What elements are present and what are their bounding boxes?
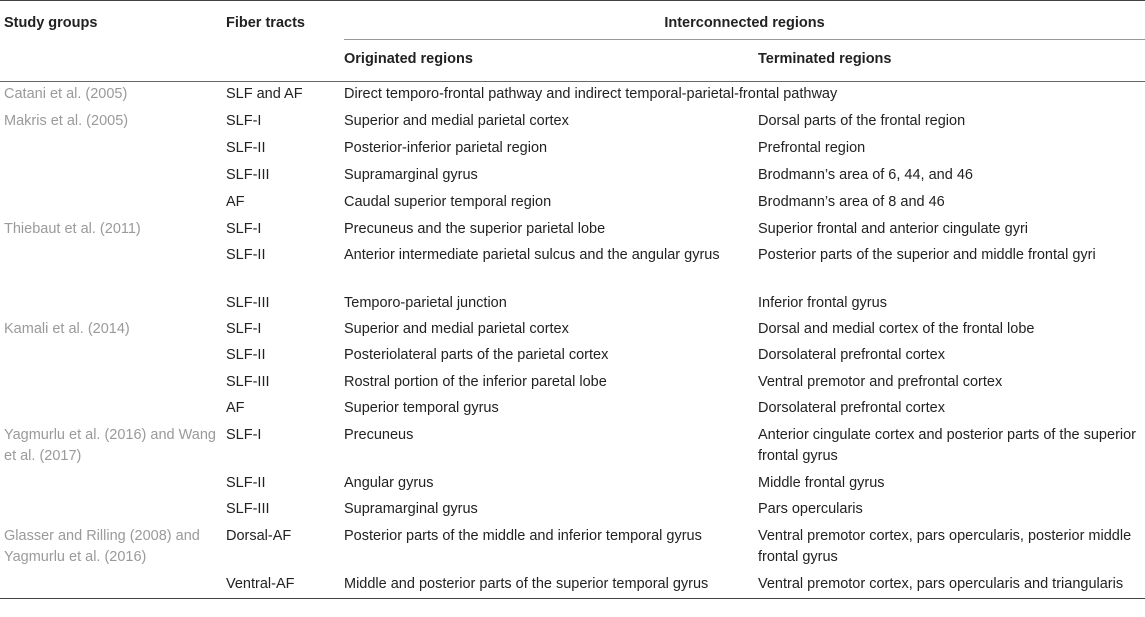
originated-region-cell: Posterior parts of the middle and inferior temporal gyrus: [344, 527, 702, 544]
study-group-cell: Thiebaut et al. (2011): [4, 220, 141, 237]
study-group-cell: [0, 291, 226, 317]
fiber-tract-cell: SLF-II: [226, 246, 266, 263]
terminated-region-cell: Inferior frontal gyrus: [758, 294, 887, 311]
table-row: [0, 317, 1145, 343]
study-group-cell: [0, 163, 226, 190]
fiber-tract-cell: SLF-II: [226, 346, 266, 363]
terminated-region-cell: Ventral premotor and prefrontal cortex: [758, 373, 1003, 390]
table-body: [0, 82, 1145, 599]
terminated-region-cell: Dorsal parts of the frontal region: [758, 112, 966, 129]
study-group-cell: [0, 370, 226, 396]
table-row: [0, 82, 1145, 109]
originated-region-cell: Supramarginal gyrus: [344, 166, 478, 183]
fiber-tract-cell: SLF-II: [226, 139, 266, 156]
terminated-region-cell: Dorsolateral prefrontal cortex: [758, 346, 945, 363]
header-originated: Originated regions: [344, 51, 473, 67]
fiber-tract-cell: AF: [226, 193, 245, 210]
terminated-region-cell: Anterior cingulate cortex and posterior parts of the superior frontal gyrus: [758, 426, 1137, 464]
study-group-cell: [0, 572, 226, 599]
table-row: [0, 524, 1145, 572]
study-group-cell: Kamali et al. (2014): [4, 320, 130, 337]
study-group-cell: Glasser and Rilling (2008) and Yagmurlu et al. (2016): [4, 527, 200, 565]
originated-region-cell: Posteriolateral parts of the parietal cortex: [344, 346, 609, 363]
header-row-1: [0, 1, 1145, 42]
header-fiber-tracts: Fiber tracts: [226, 15, 305, 31]
terminated-region-cell: Ventral premotor cortex, pars opercularis, posterior middle frontal gyrus: [758, 527, 1132, 565]
table-row: [0, 190, 1145, 217]
table-row: [0, 572, 1145, 599]
terminated-region-cell: Dorsolateral prefrontal cortex: [758, 399, 945, 416]
fiber-tract-cell: SLF-I: [226, 320, 262, 337]
table-row: [0, 343, 1145, 370]
table-row: [0, 423, 1145, 471]
study-group-cell: Makris et al. (2005): [4, 112, 129, 129]
fiber-tract-cell: Dorsal-AF: [226, 527, 292, 544]
table-row: [0, 243, 1145, 291]
originated-region-cell: Anterior intermediate parietal sulcus and the angular gyrus: [344, 246, 720, 263]
originated-region-cell: Superior and medial parietal cortex: [344, 320, 569, 337]
originated-region-cell: Posterior-inferior parietal region: [344, 139, 548, 156]
fiber-tract-cell: SLF-I: [226, 426, 262, 443]
terminated-region-cell: Pars opercularis: [758, 500, 863, 517]
study-group-cell: Yagmurlu et al. (2016) and Wang et al. (2017): [4, 426, 216, 464]
fiber-tract-cell: SLF-II: [226, 474, 266, 491]
originated-region-cell: Middle and posterior parts of the superior temporal gyrus: [344, 572, 758, 599]
table-row: [0, 291, 1145, 317]
table-row: [0, 497, 1145, 524]
fiber-tract-cell: SLF-I: [226, 220, 262, 237]
fiber-tract-cell: Ventral-AF: [226, 572, 344, 599]
study-group-cell: [0, 471, 226, 497]
table-row: [0, 136, 1145, 163]
terminated-region-cell: Superior frontal and anterior cingulate gyri: [758, 220, 1029, 237]
terminated-region-cell: Middle frontal gyrus: [758, 474, 885, 491]
terminated-region-cell: Dorsal and medial cortex of the frontal lobe: [758, 320, 1035, 337]
originated-region-cell: Superior temporal gyrus: [344, 399, 499, 416]
header-interconnected-label: Interconnected regions: [664, 15, 825, 31]
study-group-cell: Catani et al. (2005): [0, 82, 226, 109]
originated-region-cell: Angular gyrus: [344, 474, 434, 491]
terminated-region-cell: Posterior parts of the superior and middle frontal gyri: [758, 246, 1096, 263]
fiber-tract-cell: SLF-III: [226, 166, 270, 183]
study-group-cell: [0, 243, 226, 291]
originated-region-cell: Caudal superior temporal region: [344, 193, 552, 210]
study-group-cell: [0, 136, 226, 163]
fiber-tract-cell: AF: [226, 399, 245, 416]
originated-region-cell: Superior and medial parietal cortex: [344, 112, 569, 129]
originated-region-cell: Direct temporo-frontal pathway and indirect temporal-parietal-frontal pathway: [344, 82, 1145, 109]
table-row: [0, 471, 1145, 497]
header-terminated: Terminated regions: [758, 51, 892, 67]
header-study-groups: Study groups: [4, 15, 98, 31]
study-group-cell: [0, 396, 226, 423]
terminated-region-cell: Prefrontal region: [758, 139, 866, 156]
table-row: [0, 163, 1145, 190]
fiber-tract-cell: SLF-III: [226, 500, 270, 517]
terminated-region-cell: Ventral premotor cortex, pars opercularis and triangularis: [758, 572, 1145, 599]
originated-region-cell: Precuneus and the superior parietal lobe: [344, 220, 606, 237]
originated-region-cell: Supramarginal gyrus: [344, 500, 478, 517]
study-group-cell: [0, 190, 226, 217]
fiber-tract-cell: SLF-I: [226, 112, 262, 129]
table-row: [0, 217, 1145, 243]
fiber-tract-cell: SLF-III: [226, 294, 270, 311]
study-group-cell: [0, 497, 226, 524]
table-row: [0, 370, 1145, 396]
fiber-tract-cell: SLF and AF: [226, 82, 344, 109]
originated-region-cell: Precuneus: [344, 426, 414, 443]
originated-region-cell: Rostral portion of the inferior paretal lobe: [344, 373, 607, 390]
study-group-cell: [0, 343, 226, 370]
header-divider: [344, 39, 1145, 40]
header-interconnected: [344, 1, 1145, 42]
fiber-tract-cell: SLF-III: [226, 373, 270, 390]
table-row: [0, 396, 1145, 423]
originated-region-cell: Temporo-parietal junction: [344, 294, 507, 311]
table-row: [0, 109, 1145, 136]
terminated-region-cell: Brodmann’s area of 8 and 46: [758, 193, 945, 210]
terminated-region-cell: Brodmann’s area of 6, 44, and 46: [758, 166, 973, 183]
